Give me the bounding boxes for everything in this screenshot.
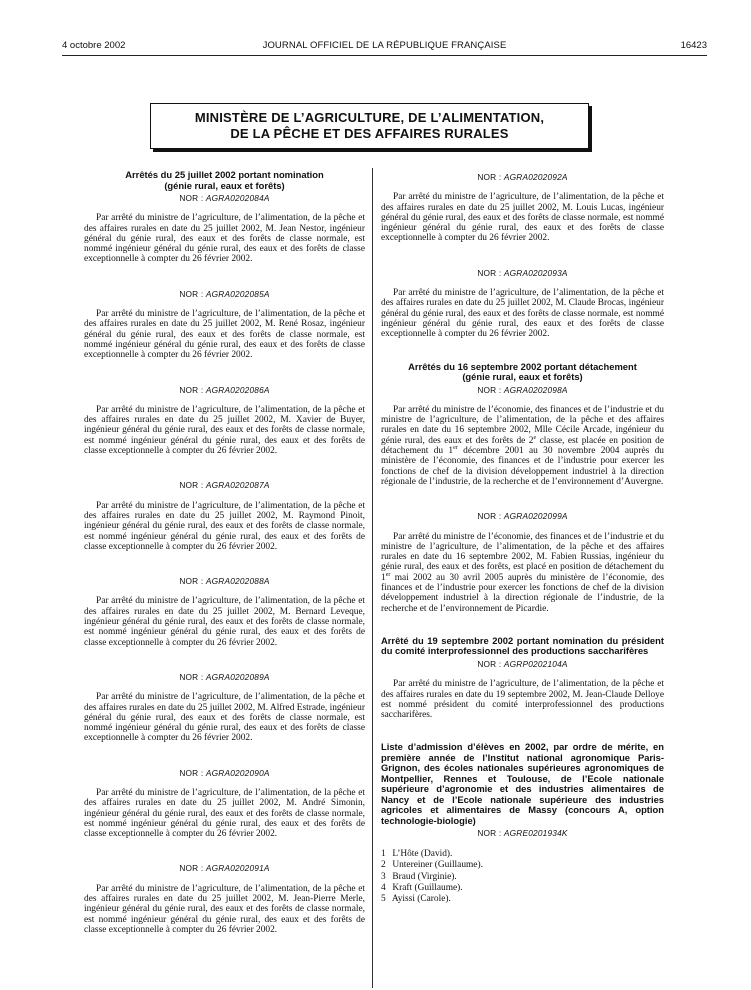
nor-label: NOR : [179, 384, 204, 395]
decree-text: Par arrêté du ministre de l’agriculture, de l’alimentation, de la pêche et des affaires rurales en date du 25 juillet 2002, M. René Rosaz, ingénieur général du génie rural, des eaux et des forêts de classe normale, est nommé ingénieur général du génie rural, des eaux et des forêts de classe exceptionnelle à compter du 26 février 2002. [84, 309, 365, 361]
decree-entry [381, 659, 664, 720]
decree-text: Par arrêté du ministre de l’agriculture, de l’alimentation, de la pêche et des affaires rurales en date du 25 juillet 2002, M. Claude Brocas, ingénieur général du génie rural, des eaux et des forêts de classe normale, est nommé ingénieur général du génie rural, des eaux et des forêts de classe exceptionnelle à compter du 26 février 2002. [381, 288, 664, 340]
decree-entry [84, 863, 365, 935]
decree-text: Par arrêté du ministre de l’agriculture, de l’alimentation, de la pêche et des affaires rurales en date du 25 juillet 2002, M. Jean-Pierre Merle, ingénieur général du génie rural, des eaux et des forêts de classe normale, est nommé ingénieur général du génie rural, des eaux et des forêts de classe exceptionnelle à compter du 26 février 2002. [84, 883, 365, 935]
ministry-title [195, 110, 544, 142]
section-heading-line2: (génie rural, eaux et forêts) [164, 179, 285, 191]
nor-label: NOR : [179, 863, 204, 874]
nor-reference [381, 268, 664, 278]
nor-reference [381, 511, 664, 521]
decree-entry [84, 289, 365, 361]
nor-label: NOR : [477, 511, 502, 522]
nor-code: AGRA0202087A [205, 480, 270, 491]
nor-reference [84, 768, 365, 778]
page-number: 16423 [680, 40, 707, 51]
nor-code: AGRP0202104A [503, 658, 568, 669]
nor-label: NOR : [477, 658, 502, 669]
decree-text: Par arrêté du ministre de l’agriculture, de l’alimentation, de la pêche et des affaires rurales en date du 25 juillet 2002, M. André Simonin, ingénieur général du génie rural, des eaux et des forêts de classe normale, est nommé ingénieur général du génie rural, des eaux et des forêts de classe exceptionnelle à compter du 26 février 2002. [84, 787, 365, 840]
admission-list [381, 849, 664, 906]
section-heading: Liste d’admission d’élèves en 2002, par ordre de mérite, en première année de l’Institut national agronomique Paris-Grignon, des écoles nationales supérieures agronomiques de Montpellier, Rennes et Toulouse, de l’Ecole nationale supérieure d’agronomie et des industries alimentaires de Nancy et de l’Ecole nationale supérieure des industries agricoles et alimentaires de Massy (concours A, option technologie-biologie) [381, 741, 664, 826]
running-head [62, 40, 707, 54]
decree-entry [84, 193, 365, 265]
ministry-title-line2: DE LA PÊCHE ET DES AFFAIRES RURALES [230, 126, 509, 141]
list-item: 3 Braud (Virginie). [381, 871, 457, 882]
nor-reference [381, 828, 664, 838]
decree-entry [381, 268, 664, 340]
list-item: 5 Ayissi (Carole). [381, 894, 451, 905]
nor-label: NOR : [477, 267, 502, 278]
decree-entry [381, 172, 664, 244]
decree-entry [84, 385, 365, 457]
nor-code: AGRA0202091A [205, 863, 270, 874]
list-item: 4 Kraft (Guillaume). [381, 882, 463, 893]
nor-code: AGRA0202084A [205, 193, 270, 203]
decree-text: Par arrêté du ministre de l’agriculture, de l’alimentation, de la pêche et des affaires rurales en date du 25 juillet 2002, M. Bernard Leveque, ingénieur général du génie rural, des eaux et des forêts de classe normale, est nommé ingénieur général du génie rural, des eaux et des forêts de classe exceptionnelle à compter du 26 février 2002. [84, 596, 365, 648]
nor-reference [381, 385, 664, 395]
nor-reference [84, 672, 365, 682]
nor-reference [381, 659, 664, 669]
nor-code: AGRA0202088A [205, 576, 270, 587]
nor-label: NOR : [179, 480, 204, 491]
nor-reference [84, 289, 365, 299]
section-heading: Arrêté du 19 septembre 2002 portant nomination du président du comité interprofessionnel des productions saccharifères [381, 634, 664, 657]
section-heading-line1: Arrêtés du 25 juillet 2002 portant nomination [125, 169, 324, 180]
section-heading-line2: (génie rural, eaux et forêts) [462, 371, 583, 383]
decree-text: Par arrêté du ministre de l’agriculture, de l’alimentation, de la pêche et des affaires rurales en date du 25 juillet 2002, M. Xavier de Buyer, ingénieur général du génie rural, des eaux et des forêts de classe normale, est nommé ingénieur général du génie rural, des eaux et des forêts de classe exceptionnelle à compter du 26 février 2002. [84, 404, 365, 457]
decree-text: Par arrêté du ministre de l’économie, des finances et de l’industrie et du ministre de l’agriculture, de l’alimentation, de la pêche et des affaires rurales en date du 16 septembre 2002, M. Fabien Russias, ingénieur du génie rural, des eaux et des forêts, est placé en position de détachement du 1er mai 2002 au 30 avril 2005 auprès du ministère de l’économie, des finances et de l’industrie pour exercer les fonctions de chef de la division développement industriel à la direction régionale de l’industrie, de la recherche et de l’environnement de Picardie. [381, 531, 664, 614]
decree-entry [84, 576, 365, 648]
section-heading-line1: Arrêtés du 16 septembre 2002 portant détachement [408, 360, 637, 372]
nor-label: NOR : [179, 288, 204, 299]
decree-text: Par arrêté du ministre de l’agriculture, de l’alimentation, de la pêche et des affaires rurales en date du 25 juillet 2002, M. Raymond Pinoit, ingénieur général du génie rural, des eaux et des forêts de classe normale, est nommé ingénieur général du génie rural, des eaux et des forêts de classe exceptionnelle à compter du 26 février 2002. [84, 500, 365, 552]
nor-code: AGRA0202098A [503, 384, 568, 395]
header-rule [62, 55, 707, 56]
nor-reference [84, 385, 365, 395]
decree-entry [381, 511, 664, 614]
nor-code: AGRA0202093A [503, 267, 568, 278]
nor-code: AGRA0202089A [205, 671, 270, 682]
column-divider [372, 168, 373, 988]
nor-label: NOR : [179, 767, 204, 778]
nor-code: AGRE0201934K [503, 828, 568, 839]
decree-text: Par arrêté du ministre de l’économie, des finances et de l’industrie et du ministre de l’agriculture, de l’alimentation, de la pêche et des affaires rurales en date du 16 septembre 2002, Mlle Cécile Arcade, ingénieur du génie rural, des eaux et des forêts de 2e classe, est placée en position de détachement du 1er décembre 2001 au 30 novembre 2004 auprès du ministère de l’économie, des finances et de l’industrie pour exercer les fonctions de chef de la division développement industriel à la direction régionale de l’industrie, de la recherche et de l’environnement d’Auvergne. [381, 404, 664, 487]
nor-reference [84, 576, 365, 586]
section-heading [84, 170, 365, 191]
nor-reference [84, 193, 365, 203]
decree-text: Par arrêté du ministre de l’agriculture, de l’alimentation, de la pêche et des affaires rurales en date du 25 juillet 2002, M. Louis Lucas, ingénieur général du génie rural, des eaux et des forêts de classe normale, est nommé ingénieur général du génie rural, des eaux et des forêts de classe exceptionnelle à compter du 26 février 2002. [381, 192, 664, 244]
decree-text: Par arrêté du ministre de l’agriculture, de l’alimentation, de la pêche et des affaires rurales en date du 25 juillet 2002, M. Alfred Estrade, ingénieur général du génie rural, des eaux et des forêts de classe normale, est nommé ingénieur général du génie rural, des eaux et des forêts de classe exceptionnelle à compter du 26 février 2002. [84, 692, 365, 744]
list-item: 1 L’Hôte (David). [381, 848, 453, 859]
nor-label: NOR : [179, 671, 204, 682]
nor-code: AGRA0202086A [205, 384, 270, 395]
nor-reference [381, 172, 664, 182]
nor-label: NOR : [477, 384, 502, 395]
decree-text: Par arrêté du ministre de l’agriculture, de l’alimentation, de la pêche et des affaires rurales en date du 25 juillet 2002, M. Jean Nestor, ingénieur général du génie rural, des eaux et des forêts de classe normale, est nommé ingénieur général du génie rural, des eaux et des forêts de classe exceptionnelle à compter du 26 février 2002. [84, 213, 365, 265]
decree-text: Par arrêté du ministre de l’agriculture, de l’alimentation, de la pêche et des affaires rurales en date du 19 septembre 2002, M. Jean-Claude Delloye est nommé président du comité interprofessionnel des productions saccharifères. [381, 679, 664, 721]
nor-reference [84, 863, 365, 873]
nor-code: AGRA0202092A [503, 172, 568, 182]
journal-title: JOURNAL OFFICIEL DE LA RÉPUBLIQUE FRANÇAISE [262, 40, 507, 51]
right-column [381, 170, 664, 906]
nor-label: NOR : [179, 576, 204, 587]
issue-date: 4 octobre 2002 [62, 40, 126, 51]
left-column [84, 170, 365, 935]
nor-label: NOR : [477, 828, 502, 839]
list-item: 2 Untereiner (Guillaume). [381, 860, 483, 871]
section-heading [381, 362, 664, 383]
decree-entry [84, 768, 365, 840]
ministry-title-line1: MINISTÈRE DE L’AGRICULTURE, DE L’ALIMENTATION, [194, 110, 545, 125]
decree-entry [84, 672, 365, 744]
nor-code: AGRA0202085A [205, 288, 270, 299]
nor-label: NOR : [179, 193, 204, 203]
nor-reference [84, 480, 365, 490]
nor-code: AGRA0202099A [503, 511, 568, 522]
decree-entry [381, 385, 664, 488]
nor-code: AGRA0202090A [205, 767, 270, 778]
ministry-title-box [150, 103, 589, 149]
nor-label: NOR : [477, 172, 502, 182]
decree-entry [84, 480, 365, 552]
